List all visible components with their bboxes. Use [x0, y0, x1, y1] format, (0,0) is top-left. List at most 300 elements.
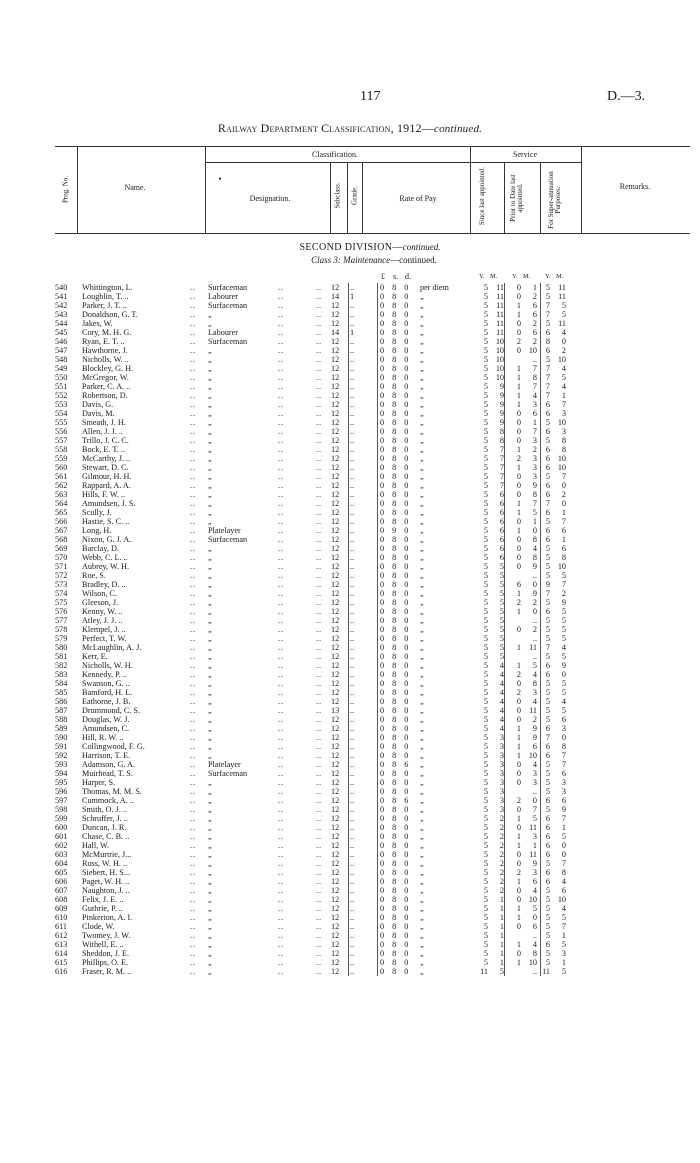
leader-dots: .. — [316, 319, 323, 328]
prior-rule — [540, 733, 541, 742]
since-months: 7 — [499, 463, 504, 472]
grade: .. — [350, 463, 355, 472]
pay-rule — [377, 922, 378, 931]
leader-dots: .. — [190, 589, 197, 598]
rate-of-pay: 0 8 0 — [380, 643, 412, 652]
grade: .. — [350, 670, 355, 679]
super-months: 6 — [561, 544, 566, 553]
pay-rule — [377, 643, 378, 652]
grade: .. — [350, 319, 355, 328]
table-row — [0, 481, 700, 490]
rate-of-pay: 0 8 0 — [380, 364, 412, 373]
employee-name: Parker, J. T. .. — [82, 301, 127, 310]
prog-number: 566 — [55, 517, 68, 526]
since-years: 5 — [483, 733, 488, 742]
since-months: 11 — [496, 283, 504, 292]
prog-number: 553 — [55, 400, 68, 409]
since-years: 5 — [483, 634, 488, 643]
leader-dots: .. — [278, 895, 285, 904]
leader-dots: .. — [316, 715, 323, 724]
super-months: 10 — [557, 463, 566, 472]
table-row — [0, 400, 700, 409]
prior-rule — [540, 814, 541, 823]
leader-dots: .. — [190, 814, 197, 823]
designation: „ — [208, 679, 212, 688]
prog-number: 557 — [55, 436, 68, 445]
prior-rule — [540, 616, 541, 625]
running-title — [0, 121, 700, 136]
grade-rule — [348, 688, 349, 697]
leader-dots: .. — [278, 778, 285, 787]
leader-dots: .. — [278, 742, 285, 751]
pay-period: „ — [420, 967, 424, 976]
since-years: 5 — [483, 418, 488, 427]
super-years: 5 — [545, 949, 550, 958]
since-years: 5 — [483, 463, 488, 472]
prior-months: 0 — [532, 607, 537, 616]
rate-of-pay: 0 8 0 — [380, 670, 412, 679]
since-rule — [504, 562, 505, 571]
leader-dots: .. — [316, 517, 323, 526]
pay-rule — [377, 940, 378, 949]
super-years: 6 — [545, 823, 550, 832]
pay-period: „ — [420, 652, 424, 661]
leader-dots: .. — [278, 292, 285, 301]
since-years: 5 — [483, 616, 488, 625]
grade: .. — [350, 868, 355, 877]
prog-number: 541 — [55, 292, 68, 301]
designation: „ — [208, 751, 212, 760]
since-years: 5 — [483, 913, 488, 922]
leader-dots: .. — [190, 841, 197, 850]
leader-dots: .. — [190, 607, 197, 616]
pay-period: „ — [420, 958, 424, 967]
grade: .. — [350, 472, 355, 481]
pay-period: „ — [420, 490, 424, 499]
grade: .. — [350, 895, 355, 904]
super-months: 0 — [561, 337, 566, 346]
pay-period: „ — [420, 814, 424, 823]
prog-number: 590 — [55, 733, 68, 742]
designation: „ — [208, 697, 212, 706]
since-years: 5 — [483, 868, 488, 877]
since-years: 5 — [483, 400, 488, 409]
since-years: 5 — [483, 751, 488, 760]
grade-rule — [348, 661, 349, 670]
employee-name: Chase, C. B. .. — [82, 832, 130, 841]
subclass: 12 — [331, 310, 340, 319]
grade: .. — [350, 643, 355, 652]
prior-rule — [540, 841, 541, 850]
prior-years: 2 — [516, 796, 521, 805]
pay-rule — [377, 679, 378, 688]
table-row — [0, 391, 700, 400]
since-years: 5 — [483, 688, 488, 697]
prior-rule — [540, 832, 541, 841]
employee-name: Atley, J. J. .. — [82, 616, 123, 625]
designation: „ — [208, 454, 212, 463]
grade: .. — [350, 940, 355, 949]
employee-name: Wilson, C. — [82, 589, 117, 598]
subclass: 12 — [331, 742, 340, 751]
subclass: 12 — [331, 553, 340, 562]
prior-rule — [540, 877, 541, 886]
designation: „ — [208, 481, 212, 490]
rate-of-pay: 0 8 0 — [380, 355, 412, 364]
leader-dots: .. — [316, 940, 323, 949]
since-rule — [504, 751, 505, 760]
prog-number: 588 — [55, 715, 68, 724]
pay-period: „ — [420, 391, 424, 400]
super-years: 6 — [545, 742, 550, 751]
page-number: 117 — [360, 89, 381, 104]
unit-years-super: Y. — [545, 273, 551, 280]
table-row — [0, 553, 700, 562]
prior-months: 4 — [532, 760, 537, 769]
class-continued: —continued. — [390, 255, 437, 265]
leader-dots: .. — [190, 517, 197, 526]
since-months: 10 — [495, 364, 504, 373]
leader-dots: .. — [190, 337, 197, 346]
pay-rule — [377, 661, 378, 670]
leader-dots: .. — [190, 427, 197, 436]
grade-rule — [348, 931, 349, 940]
table-row — [0, 562, 700, 571]
since-years: 5 — [483, 319, 488, 328]
prior-rule — [540, 364, 541, 373]
pay-rule — [377, 346, 378, 355]
pay-rule — [377, 445, 378, 454]
prior-years: 2 — [516, 337, 521, 346]
grade: .. — [350, 904, 355, 913]
pay-period: „ — [420, 778, 424, 787]
pay-period: „ — [420, 679, 424, 688]
leader-dots: .. — [316, 796, 323, 805]
leader-dots: .. — [278, 508, 285, 517]
grade: .. — [350, 373, 355, 382]
since-rule — [504, 544, 505, 553]
employee-name: Felix, J. E. .. — [82, 895, 124, 904]
section-title — [0, 242, 700, 253]
table-row — [0, 958, 700, 967]
pay-period: „ — [420, 337, 424, 346]
super-years: 6 — [545, 796, 550, 805]
pay-period: „ — [420, 787, 424, 796]
leader-dots: .. — [278, 499, 285, 508]
employee-name: McLaughlin, A. J. — [82, 643, 142, 652]
grade-rule — [348, 877, 349, 886]
since-rule — [504, 634, 505, 643]
super-months: 8 — [561, 742, 566, 751]
pay-rule — [377, 526, 378, 535]
leader-dots: .. — [190, 319, 197, 328]
since-months: 10 — [495, 355, 504, 364]
rate-of-pay: 0 8 0 — [380, 922, 412, 931]
prog-number: 576 — [55, 607, 68, 616]
since-years: 5 — [483, 697, 488, 706]
rate-of-pay: 0 8 0 — [380, 805, 412, 814]
since-months: 1 — [499, 913, 504, 922]
employee-name: Adamson, G. A. — [82, 760, 135, 769]
table-row — [0, 751, 700, 760]
subclass: 12 — [331, 616, 340, 625]
prior-months: 6 — [532, 877, 537, 886]
leader-dots: .. — [316, 490, 323, 499]
prior-years: 0 — [516, 859, 521, 868]
table-row — [0, 778, 700, 787]
since-rule — [504, 616, 505, 625]
rate-of-pay: 0 8 6 — [380, 796, 412, 805]
table-row — [0, 292, 700, 301]
since-rule — [504, 742, 505, 751]
grade: .. — [350, 517, 355, 526]
table-row — [0, 643, 700, 652]
since-months: 1 — [499, 958, 504, 967]
leader-dots: .. — [190, 670, 197, 679]
since-months: 2 — [499, 850, 504, 859]
leader-dots: .. — [316, 949, 323, 958]
leader-dots: .. — [278, 301, 285, 310]
rate-of-pay: 0 8 0 — [380, 544, 412, 553]
super-months: 0 — [561, 499, 566, 508]
pay-period: „ — [420, 472, 424, 481]
table-row — [0, 913, 700, 922]
super-months: 5 — [561, 940, 566, 949]
grade-rule — [348, 679, 349, 688]
grade-rule — [348, 616, 349, 625]
prog-number: 589 — [55, 724, 68, 733]
since-rule — [504, 958, 505, 967]
prog-number: 594 — [55, 769, 68, 778]
subclass: 12 — [331, 526, 340, 535]
leader-dots: .. — [316, 463, 323, 472]
designation: „ — [208, 418, 212, 427]
leader-dots: .. — [190, 283, 197, 292]
designation: Surfaceman — [208, 769, 248, 778]
leader-dots: .. — [190, 625, 197, 634]
employee-name: Webb, C. L. .. — [82, 553, 128, 562]
since-months: 3 — [499, 733, 504, 742]
designation: „ — [208, 796, 212, 805]
leader-dots: .. — [316, 436, 323, 445]
since-rule — [504, 355, 505, 364]
pay-rule — [377, 895, 378, 904]
since-months: 6 — [499, 508, 504, 517]
prior-rule — [540, 319, 541, 328]
subclass: 14 — [331, 328, 340, 337]
rate-of-pay: 0 8 0 — [380, 859, 412, 868]
since-rule — [504, 913, 505, 922]
since-months: 9 — [499, 382, 504, 391]
grade: .. — [350, 436, 355, 445]
since-months: 4 — [499, 679, 504, 688]
grade-rule — [348, 445, 349, 454]
pay-period: „ — [420, 544, 424, 553]
since-months: 5 — [499, 562, 504, 571]
prior-months: 4 — [532, 940, 537, 949]
leader-dots: .. — [190, 418, 197, 427]
prior-rule — [540, 436, 541, 445]
prior-years: 0 — [516, 805, 521, 814]
prior-months: 3 — [532, 688, 537, 697]
grade: .. — [350, 454, 355, 463]
designation: „ — [208, 625, 212, 634]
since-months: 11 — [496, 292, 504, 301]
subclass: 12 — [331, 904, 340, 913]
prior-years: 0 — [516, 409, 521, 418]
designation: „ — [208, 544, 212, 553]
prior-years: 2 — [516, 598, 521, 607]
prior-rule — [540, 373, 541, 382]
super-years: 6 — [545, 409, 550, 418]
prior-years: 2 — [516, 868, 521, 877]
prior-years: 0 — [516, 481, 521, 490]
super-years: 6 — [545, 661, 550, 670]
pay-period: „ — [420, 562, 424, 571]
prog-number: 598 — [55, 805, 68, 814]
rate-of-pay: 0 8 0 — [380, 751, 412, 760]
prior-years: 1 — [516, 814, 521, 823]
since-months: 4 — [499, 661, 504, 670]
since-years: 5 — [483, 778, 488, 787]
grade-rule — [348, 607, 349, 616]
grade-rule — [348, 724, 349, 733]
rate-of-pay: 0 8 0 — [380, 490, 412, 499]
since-months: 6 — [499, 553, 504, 562]
leader-dots: .. — [278, 823, 285, 832]
table-row — [0, 580, 700, 589]
leader-dots: .. — [190, 400, 197, 409]
since-years: 11 — [480, 967, 488, 976]
since-rule — [504, 895, 505, 904]
pay-rule — [377, 859, 378, 868]
leader-dots: .. — [316, 445, 323, 454]
since-years: 5 — [483, 337, 488, 346]
prior-rule — [540, 310, 541, 319]
super-years: 5 — [545, 544, 550, 553]
pay-rule — [377, 490, 378, 499]
super-months: 4 — [561, 904, 566, 913]
leader-dots: .. — [278, 364, 285, 373]
leader-dots: .. — [190, 652, 197, 661]
super-months: 4 — [561, 643, 566, 652]
leader-dots: .. — [190, 832, 197, 841]
subclass: 12 — [331, 481, 340, 490]
pay-rule — [377, 706, 378, 715]
grade-rule — [348, 895, 349, 904]
since-months: 1 — [499, 895, 504, 904]
table-row — [0, 859, 700, 868]
grade-rule — [348, 886, 349, 895]
since-rule — [504, 508, 505, 517]
leader-dots: .. — [278, 544, 285, 553]
designation: „ — [208, 382, 212, 391]
employee-name: Eathorne, J. B. — [82, 697, 131, 706]
table-row — [0, 931, 700, 940]
since-rule — [504, 940, 505, 949]
grade: .. — [350, 760, 355, 769]
super-years: 6 — [545, 868, 550, 877]
super-years: 5 — [545, 634, 550, 643]
grade: .. — [350, 805, 355, 814]
super-years: 5 — [545, 886, 550, 895]
super-months: 6 — [561, 715, 566, 724]
pay-period: „ — [420, 796, 424, 805]
employee-name: Naughton, J. .. — [82, 886, 130, 895]
leader-dots: .. — [190, 562, 197, 571]
super-months: 7 — [561, 814, 566, 823]
grade-rule — [348, 454, 349, 463]
grade-rule — [348, 499, 349, 508]
subclass: 12 — [331, 427, 340, 436]
designation: „ — [208, 949, 212, 958]
pay-rule — [377, 409, 378, 418]
subclass: 12 — [331, 319, 340, 328]
employee-name: Bamford, H. L. — [82, 688, 133, 697]
prog-number: 579 — [55, 634, 68, 643]
prog-number: 569 — [55, 544, 68, 553]
prior-years: 1 — [516, 724, 521, 733]
super-months: 5 — [561, 832, 566, 841]
subclass: 12 — [331, 895, 340, 904]
subclass: 12 — [331, 454, 340, 463]
subclass: 12 — [331, 949, 340, 958]
leader-dots: .. — [316, 337, 323, 346]
pay-rule — [377, 634, 378, 643]
leader-dots: .. — [278, 427, 285, 436]
subclass: 12 — [331, 670, 340, 679]
pay-period: „ — [420, 931, 424, 940]
since-months: 1 — [499, 931, 504, 940]
since-months: 4 — [499, 688, 504, 697]
col-rule-subclass — [347, 162, 348, 233]
prior-years: 0 — [516, 283, 521, 292]
unit-pounds: £ — [381, 272, 385, 281]
grade: .. — [350, 859, 355, 868]
subclass: 12 — [331, 625, 340, 634]
prog-number: 582 — [55, 661, 68, 670]
since-rule — [504, 391, 505, 400]
grade: .. — [350, 715, 355, 724]
since-rule — [504, 805, 505, 814]
prior-months: 0 — [532, 796, 537, 805]
leader-dots: .. — [278, 625, 285, 634]
super-years: 5 — [545, 706, 550, 715]
leader-dots: .. — [278, 877, 285, 886]
leader-dots: .. — [190, 580, 197, 589]
grade: .. — [350, 445, 355, 454]
pay-rule — [377, 733, 378, 742]
designation: „ — [208, 346, 212, 355]
grade: .. — [350, 409, 355, 418]
leader-dots: .. — [278, 589, 285, 598]
since-rule — [504, 832, 505, 841]
rate-of-pay: 0 8 0 — [380, 652, 412, 661]
designation: „ — [208, 319, 212, 328]
pay-period: „ — [420, 454, 424, 463]
pay-rule — [377, 454, 378, 463]
prog-number: 593 — [55, 760, 68, 769]
prior-years: 1 — [516, 742, 521, 751]
super-months: 2 — [561, 490, 566, 499]
prog-number: 608 — [55, 895, 68, 904]
super-years: 5 — [545, 859, 550, 868]
prog-number: 602 — [55, 841, 68, 850]
prior-months: 2 — [532, 715, 537, 724]
super-years: 7 — [545, 499, 550, 508]
pay-rule — [377, 814, 378, 823]
table-row — [0, 625, 700, 634]
